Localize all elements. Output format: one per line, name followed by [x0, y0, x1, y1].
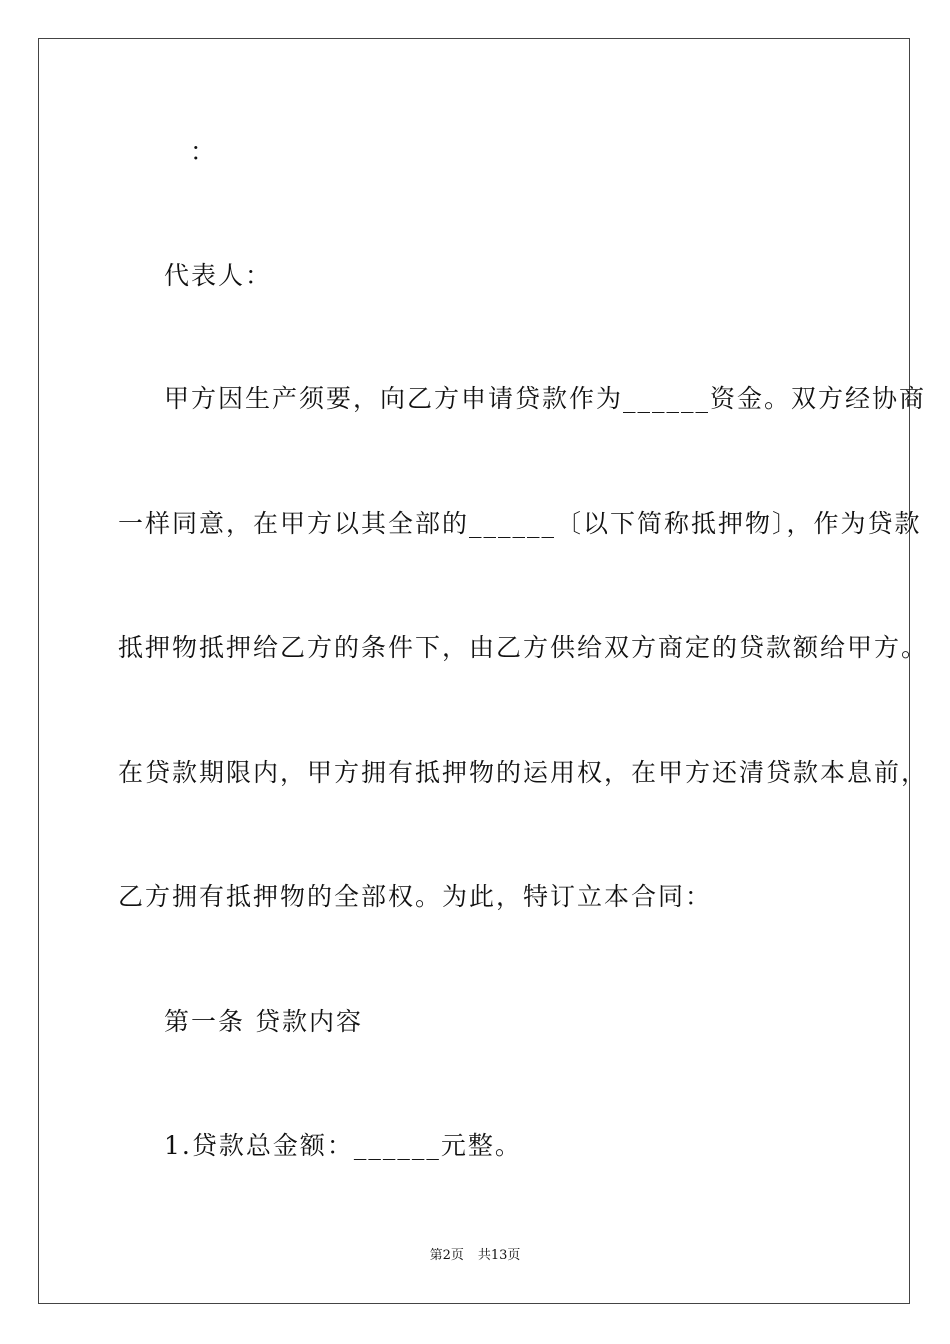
paragraph-line-4: 在贷款期限内，甲方拥有抵押物的运用权，在甲方还清贷款本息前，: [118, 758, 929, 787]
page-border: [38, 38, 910, 1304]
loan-amount-line: 1.贷款总金额：______元整。: [164, 1131, 522, 1160]
article-one-heading: 第一条 贷款内容: [164, 1007, 363, 1036]
paragraph-line-3: 抵押物抵押给乙方的条件下，由乙方供给双方商定的贷款额给甲方。: [118, 633, 929, 662]
paragraph-line-2: 一样同意，在甲方以其全部的______〔以下简称抵押物〕，作为贷款: [118, 509, 922, 538]
page-number: 第2页: [429, 1248, 464, 1263]
total-pages: 共13页: [477, 1248, 521, 1263]
page-footer: [0, 1247, 950, 1265]
paragraph-line-1: 甲方因生产须要，向乙方申请贷款作为______资金。双方经协商: [164, 384, 927, 413]
paragraph-line-5: 乙方拥有抵押物的全部权。为此，特订立本合同：: [118, 882, 713, 911]
representative-line: 代表人：: [164, 261, 273, 290]
party-colon-line: ：: [190, 137, 218, 166]
